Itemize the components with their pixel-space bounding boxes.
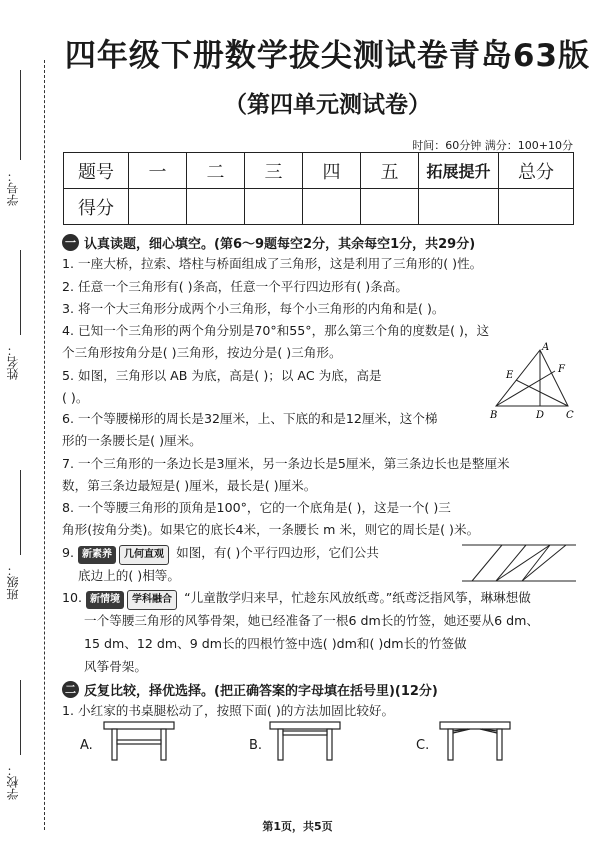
question-7-line-1: 7. 一个三角形的一条边长是3厘米，另一条边长是5厘米，第三条边长也是整厘米 bbox=[62, 456, 510, 471]
side-field-student-id bbox=[4, 70, 38, 220]
question-5-line-1: 5. 如图，三角形以 AB 为底，高是( )；以 AC 为底，高是 bbox=[62, 368, 382, 383]
question-2: 2. 任意一个三角形有( )条高，任意一个平行四边形有( )条高。 bbox=[62, 279, 408, 294]
question-9-line-1: 9. 新素养 几何直观 如图，有( )个平行四边形，它们公共 bbox=[62, 545, 379, 565]
question-10-number: 10. bbox=[62, 590, 83, 605]
slanted-line bbox=[522, 545, 550, 581]
score-input-cell[interactable] bbox=[303, 189, 361, 225]
tag-geometry-intuition: 几何直观 bbox=[119, 545, 169, 565]
point-label-b: B bbox=[490, 410, 498, 421]
time-info: 时间：60分钟 满分：100+10分 bbox=[412, 139, 573, 152]
side-field-label: 学校： bbox=[6, 764, 20, 800]
section-2-heading bbox=[62, 680, 438, 699]
score-input-cell[interactable] bbox=[245, 189, 303, 225]
score-input-cell[interactable] bbox=[361, 189, 419, 225]
side-field-line bbox=[20, 680, 21, 755]
score-input-cell[interactable] bbox=[129, 189, 187, 225]
section-number-badge: 一 bbox=[62, 234, 79, 251]
question-8-line-2: 角形(按角分类)。如果它的底长4米，一条腰长 m 米，则它的周长是( )米。 bbox=[62, 522, 480, 537]
question-4-line-1: 4. 已知一个三角形的两个角分别是70°和55°，那么第三个角的度数是( )，这 bbox=[62, 323, 490, 338]
score-header-cell: 拓展提升 bbox=[419, 153, 499, 189]
question-3: 3. 将一个大三角形分成两个小三角形，每个小三角形的内角和是( )。 bbox=[62, 301, 445, 316]
score-table bbox=[63, 152, 574, 225]
score-input-cell[interactable] bbox=[419, 189, 499, 225]
score-header-cell: 五 bbox=[361, 153, 419, 189]
score-row-label: 得分 bbox=[64, 189, 129, 225]
question-10-line-3: 15 dm、12 dm、9 dm长的四根竹签中选( )dm和( )dm长的竹签做 bbox=[84, 636, 467, 651]
side-field-name bbox=[4, 250, 38, 390]
page-subtitle: （第四单元测试卷） bbox=[224, 92, 431, 118]
binding-dashed-line bbox=[44, 60, 45, 830]
question-10-line-2: 一个等腰三角形的风筝骨架，她已经准备了一根6 dm长的竹签，她还要从6 dm、 bbox=[84, 613, 539, 628]
section-heading-text: 认真读题，细心填空。(第6～9题每空2分，其余每空1分，共29分) bbox=[84, 237, 476, 252]
question-1: 1. 一座大桥，拉索、塔柱与桥面组成了三角形，这是利用了三角形的( )性。 bbox=[62, 256, 483, 271]
altitude-cf bbox=[496, 371, 555, 406]
question-9-text: 如图，有( )个平行四边形，它们公共 bbox=[176, 545, 379, 560]
table-option-b-image bbox=[270, 722, 340, 760]
question-5-line-2: ( )。 bbox=[62, 390, 89, 405]
side-field-school bbox=[4, 680, 38, 800]
side-field-line bbox=[20, 470, 21, 555]
table-option-a-image bbox=[104, 722, 174, 760]
score-header-cell: 一 bbox=[129, 153, 187, 189]
score-header-cell: 题号 bbox=[64, 153, 129, 189]
side-field-label: 班级： bbox=[6, 564, 20, 600]
triangle-figure bbox=[488, 342, 578, 420]
score-input-cell[interactable] bbox=[499, 189, 574, 225]
point-label-f: F bbox=[558, 364, 565, 375]
point-label-a: A bbox=[542, 342, 550, 353]
page-footer: 第1页，共5页 bbox=[262, 820, 333, 833]
tag-interdisciplinary: 学科融合 bbox=[127, 590, 177, 610]
question-8-line-1: 8. 一个等腰三角形的顶角是100°，它的一个底角是( )，这是一个( )三 bbox=[62, 500, 451, 515]
slanted-line bbox=[472, 545, 502, 581]
question-6-line-1: 6. 一个等腰梯形的周长是32厘米，上、下底的和是12厘米，这个梯 bbox=[62, 411, 438, 426]
section-number-badge: 二 bbox=[62, 681, 79, 698]
section-heading-text: 反复比较，择优选择。(把正确答案的字母填在括号里)(12分) bbox=[84, 684, 438, 699]
point-label-e: E bbox=[506, 370, 514, 381]
altitude-be bbox=[516, 380, 568, 406]
section-2-question-1: 1. 小红家的书桌腿松动了，按照下面( )的方法加固比较好。 bbox=[62, 703, 395, 718]
slanted-line bbox=[496, 545, 526, 581]
question-4-line-2: 个三角形按角分是( )三角形，按边分是( )三角形。 bbox=[62, 345, 342, 360]
question-9-line-2: 底边上的( )相等。 bbox=[78, 568, 180, 583]
tag-new-context: 新情境 bbox=[86, 591, 124, 609]
score-header-cell: 二 bbox=[187, 153, 245, 189]
score-header-cell: 三 bbox=[245, 153, 303, 189]
side-field-label: 学号： bbox=[6, 170, 20, 206]
table-option-c-image bbox=[440, 722, 510, 760]
page-title: 四年级下册数学拔尖测试卷青岛63版 bbox=[64, 38, 591, 74]
slanted-line bbox=[522, 545, 566, 581]
side-field-line bbox=[20, 250, 21, 335]
tag-new-literacy: 新素养 bbox=[78, 546, 116, 564]
option-b-label[interactable]: B. bbox=[249, 738, 263, 753]
score-table-score-row bbox=[64, 189, 574, 225]
parallelogram-figure bbox=[462, 542, 576, 584]
option-a-label[interactable]: A. bbox=[80, 738, 93, 753]
point-label-d: D bbox=[536, 410, 545, 421]
question-10-text: “儿童散学归来早，忙趁东风放纸鸢。”纸鸢泛指风筝，琳琳想做 bbox=[184, 590, 531, 605]
side-field-line bbox=[20, 70, 21, 160]
question-10-line-1 bbox=[62, 590, 531, 610]
slanted-line bbox=[496, 545, 550, 581]
question-6-line-2: 形的一条腰长是( )厘米。 bbox=[62, 433, 202, 448]
section-1-heading bbox=[62, 233, 475, 252]
score-input-cell[interactable] bbox=[187, 189, 245, 225]
question-10-line-4: 风筝骨架。 bbox=[84, 659, 147, 674]
option-c-label[interactable]: C. bbox=[416, 738, 430, 753]
score-table-header-row bbox=[64, 153, 574, 189]
question-7-line-2: 数，第三条边最短是( )厘米，最长是( )厘米。 bbox=[62, 478, 317, 493]
point-label-c: C bbox=[566, 410, 574, 421]
side-field-label: 姓名： bbox=[6, 344, 20, 380]
score-header-cell: 四 bbox=[303, 153, 361, 189]
side-field-class bbox=[4, 470, 38, 610]
score-header-cell: 总分 bbox=[499, 153, 574, 189]
